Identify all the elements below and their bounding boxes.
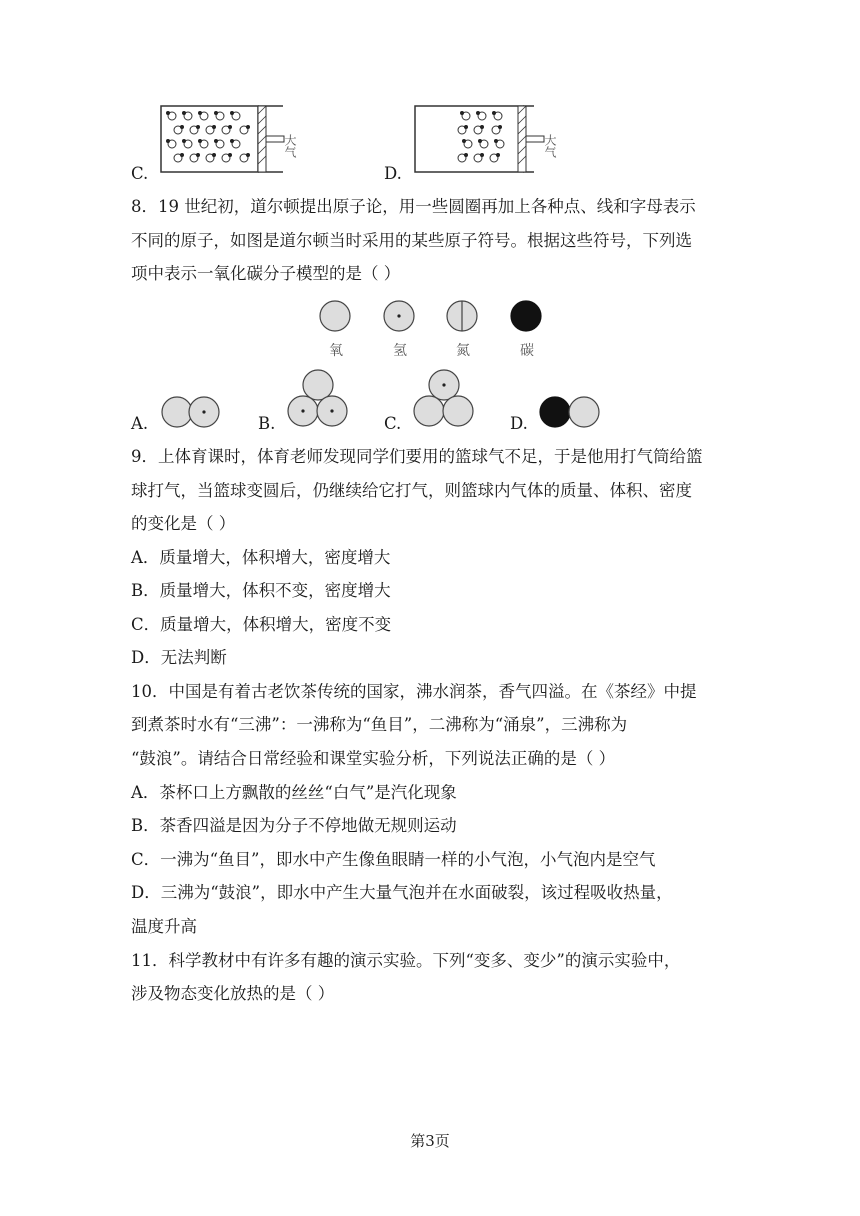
q9-option-b: B．质量增大，体积不变，密度增大 <box>131 581 391 600</box>
q8-option-d-model <box>538 394 602 430</box>
q7-option-d-diagram <box>412 104 572 176</box>
q10-option-c: C．一沸为“鱼目”，即水中产生像鱼眼睛一样的小气泡，小气泡内是空气 <box>131 850 656 869</box>
q8-option-c-label: C. <box>384 414 402 433</box>
q7-option-c-label: C. <box>131 164 149 183</box>
q9-text-line-3: 的变化是（ ） <box>131 514 236 533</box>
q9-option-d: D．无法判断 <box>131 648 227 667</box>
q11-text-line-2: 涉及物态变化放热的是（ ） <box>131 984 335 1003</box>
q10-option-d-continued: 温度升高 <box>131 917 197 936</box>
q8-text-line-3: 项中表示一氧化碳分子模型的是（ ） <box>131 264 401 283</box>
q10-option-b: B．茶香四溢是因为分子不停地做无规则运动 <box>131 816 457 835</box>
q10-option-a: A．茶杯口上方飘散的丝丝“白气”是汽化现象 <box>131 783 457 802</box>
oxygen-label: 氧 <box>329 343 343 359</box>
carbon-symbol <box>511 301 541 331</box>
q9-text-line-2: 球打气，当篮球变圆后，仍继续给它打气，则篮球内气体的质量、体积、密度 <box>131 481 692 500</box>
q9-option-c: C．质量增大，体积增大，密度不变 <box>131 615 392 634</box>
q9-option-a: A．质量增大，体积增大，密度增大 <box>131 548 391 567</box>
q7-c-air-label: 大气 <box>283 134 297 158</box>
q8-option-a-label: A. <box>131 414 149 433</box>
q11-text-line-1: 11．科学教材中有许多有趣的演示实验。下列“变多、变少”的演示实验中， <box>131 951 681 970</box>
q8-text-line-2: 不同的原子，如图是道尔顿当时采用的某些原子符号。根据这些符号，下列选 <box>131 231 692 250</box>
q7-option-d-label: D. <box>384 164 402 183</box>
oxygen-symbol <box>320 301 350 331</box>
carbon-label: 碳 <box>520 343 534 359</box>
q8-option-a-model <box>160 394 222 430</box>
q8-text-line-1: 8．19 世纪初，道尔顿提出原子论，用一些圆圈再加上各种点、线和字母表示 <box>131 197 696 216</box>
q10-text-line-2: 到煮茶时水有“三沸”：一沸称为“鱼目”，二沸称为“涌泉”，三沸称为 <box>131 715 628 734</box>
q8-option-d-label: D. <box>510 414 528 433</box>
hydrogen-label: 氢 <box>393 343 407 359</box>
q8-option-b-label: B. <box>258 414 276 433</box>
page-number: 第3页 <box>410 1132 450 1150</box>
q7-d-air-label: 大气 <box>543 134 557 158</box>
q8-option-b-model <box>284 368 352 430</box>
nitrogen-label: 氮 <box>456 343 470 359</box>
q10-option-d: D．三沸为“鼓浪”，即水中产生大量气泡并在水面破裂，该过程吸收热量， <box>131 883 673 902</box>
dalton-symbols <box>316 298 548 334</box>
q9-text-line-1: 9．上体育课时，体育老师发现同学们要用的篮球气不足，于是他用打气筒给篮 <box>131 447 703 466</box>
q8-option-c-model <box>410 368 478 430</box>
q10-text-line-1: 10．中国是有着古老饮茶传统的国家，沸水润茶，香气四溢。在《茶经》中提 <box>131 682 697 701</box>
q7-option-c-diagram <box>158 104 318 176</box>
q10-text-line-3: “鼓浪”。请结合日常经验和课堂实验分析，下列说法正确的是（ ） <box>131 749 616 768</box>
